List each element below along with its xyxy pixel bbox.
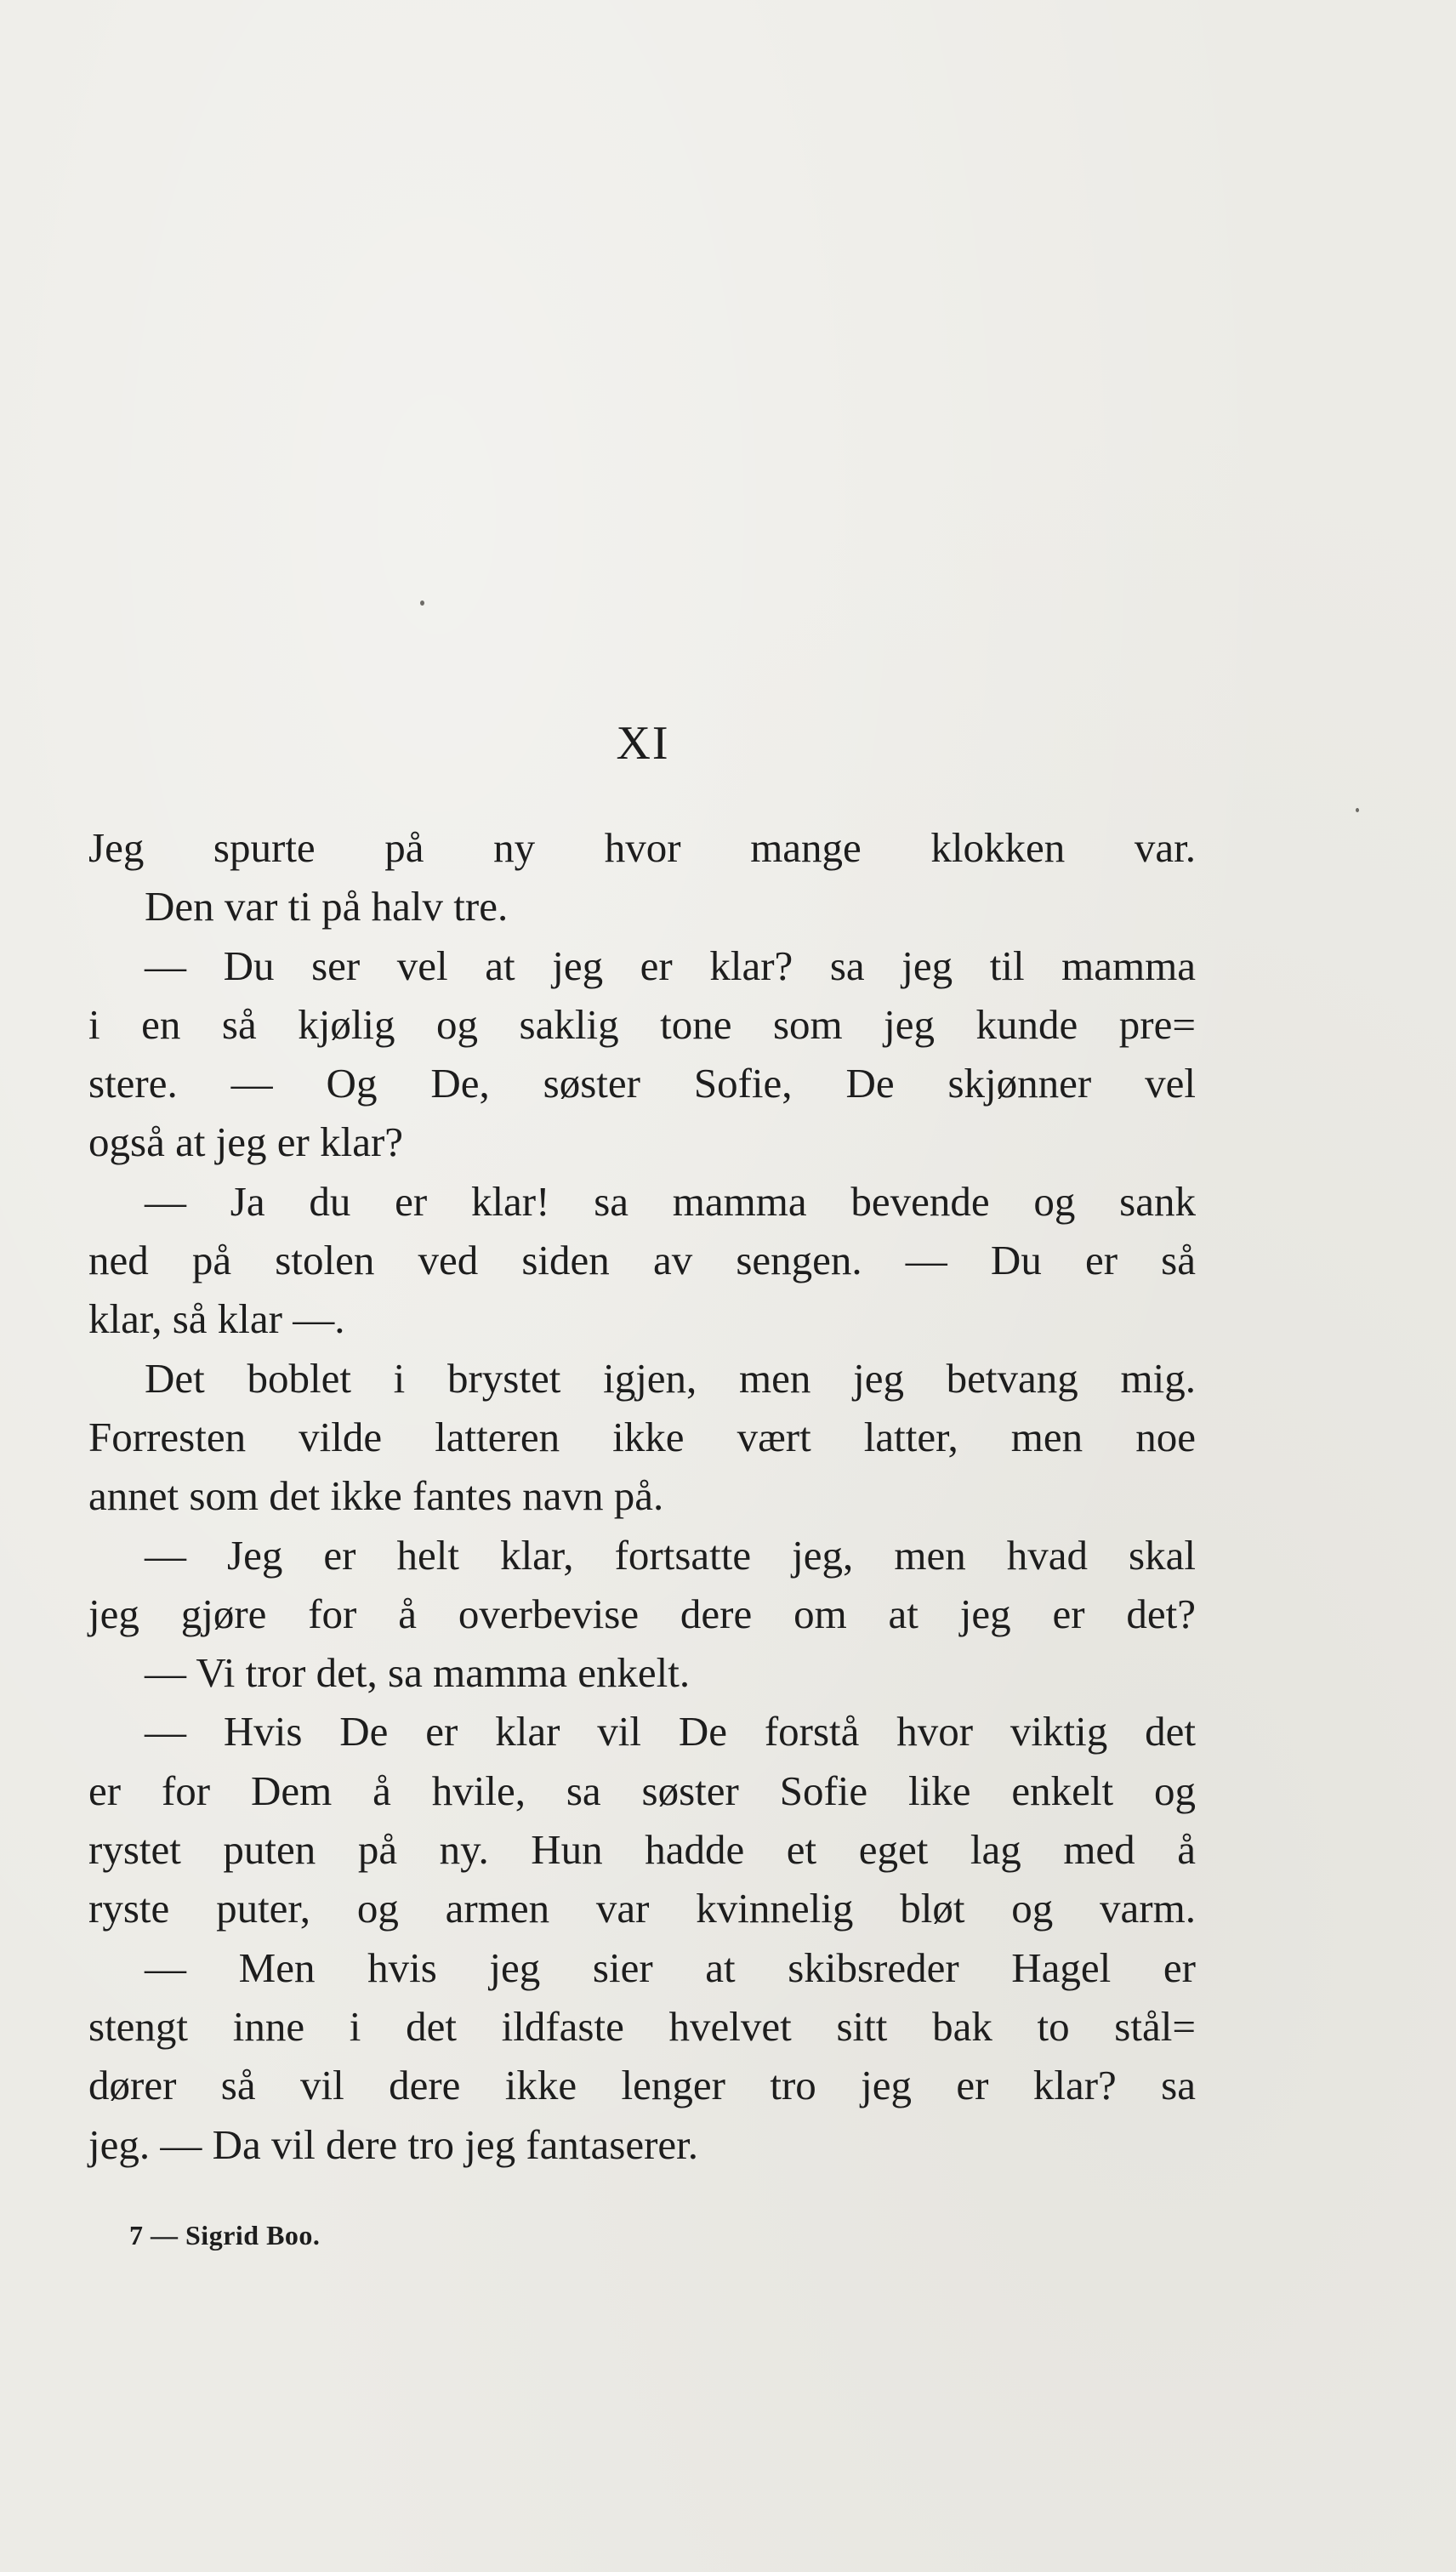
text-line: Det boblet i brystet igjen, men jeg betvang mig. [145,1354,1196,1402]
text-line: ryste puter, og armen var kvinnelig bløt og varm. [88,1885,1196,1932]
text-line: — Vi tror det, sa mamma enkelt. [145,1649,691,1697]
text-line: — Du ser vel at jeg er klar? sa jeg til mamma [145,942,1196,989]
text-line: annet som det ikke fantes navn på. [88,1472,664,1520]
footer-signature: 7 — Sigrid Boo. [129,2220,321,2250]
text-line: Forresten vilde latteren ikke vært latter, men noe [88,1413,1196,1460]
text-line: — Men hvis jeg sier at skibsreder Hagel er [145,1943,1196,1991]
text-line: i en så kjølig og saklig tone som jeg kunde pre= [88,1000,1196,1048]
chapter-heading: XI [616,717,670,770]
text-line: ned på stolen ved siden av sengen. — Du er så [88,1237,1196,1284]
text-line: Jeg spurte på ny hvor mange klokken var. [88,824,1196,871]
text-line: — Ja du er klar! sa mamma bevende og sank [145,1177,1196,1225]
paper-speck [1356,808,1359,812]
text-line: rystet puten på ny. Hun hadde et eget lag med å [88,1826,1196,1874]
text-line: Den var ti på halv tre. [145,883,509,930]
text-line: stengt inne i det ildfaste hvelvet sitt bak to stål= [88,2002,1196,2050]
text-line: — Hvis De er klar vil De forstå hvor viktig det [145,1708,1196,1755]
text-line: jeg gjøre for å overbevise dere om at jeg er det? [88,1590,1196,1637]
text-line: dører så vil dere ikke lenger tro jeg er klar? sa [88,2062,1196,2109]
text-line: stere. — Og De, søster Sofie, De skjønner vel [88,1060,1196,1107]
text-line: jeg. — Da vil dere tro jeg fantaserer. [88,2120,699,2168]
text-line: også at jeg er klar? [88,1118,404,1166]
text-line: — Jeg er helt klar, fortsatte jeg, men hvad skal [145,1531,1196,1579]
body-text [88,818,1196,2174]
text-line: er for Dem å hvile, sa søster Sofie like enkelt og [88,1767,1196,1814]
paper-speck [420,600,424,606]
text-line: klar, så klar —. [88,1295,345,1343]
